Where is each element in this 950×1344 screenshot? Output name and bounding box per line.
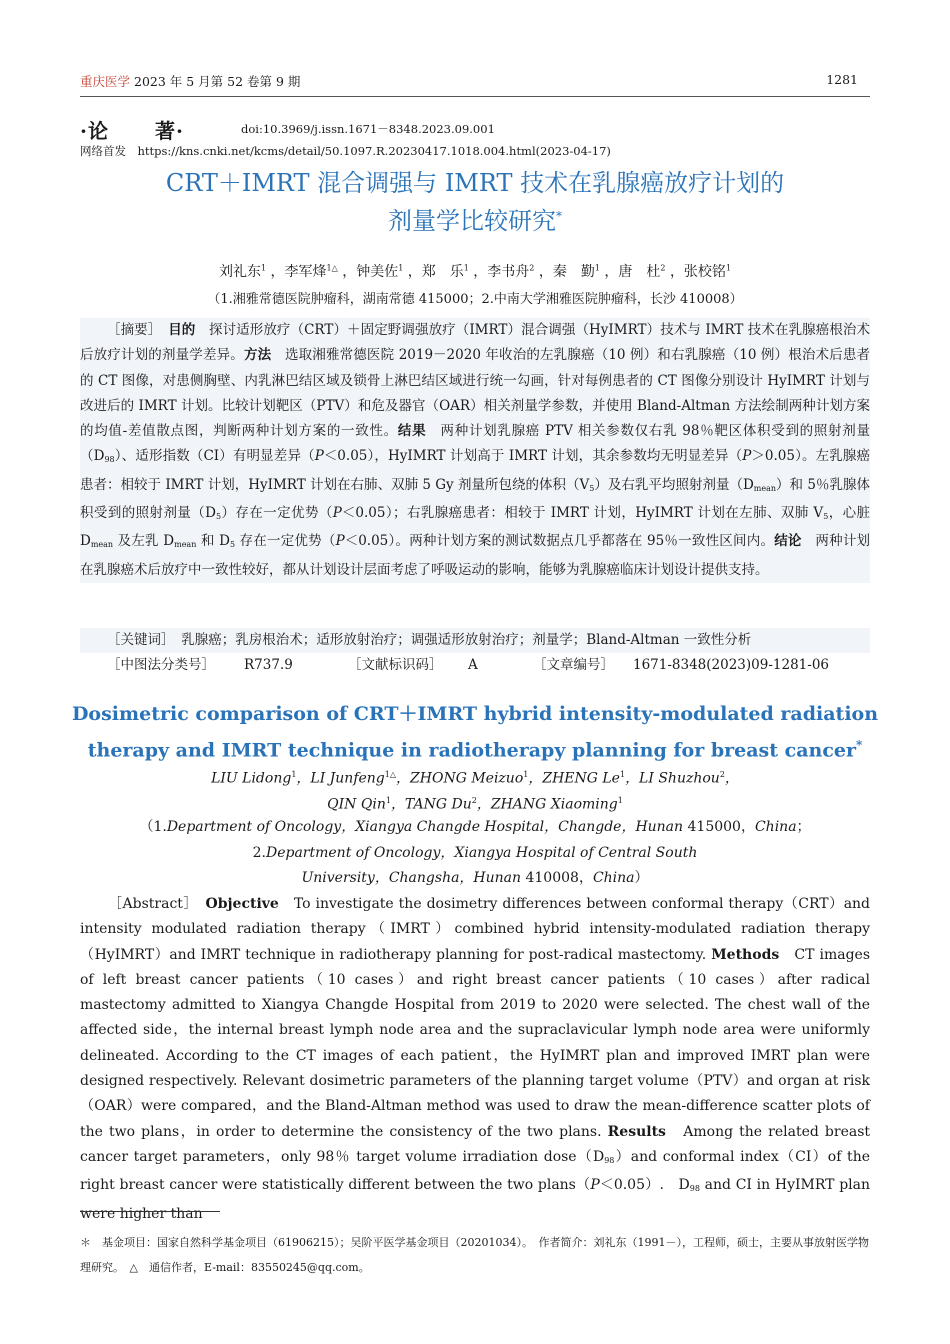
column-tag-left: ·论: [80, 119, 109, 143]
en-abstract: ［Abstract］ Objective To investigate the dosimetry differences between conformal therapy（CRT）and intensity modulated radiation therapy（IMRT）combined hybrid intensity-modulated radiation therapy（HyIMRT）and IMRT technique in radiotherapy planning for post-radical mastectomy. Methods CT images of left breast cancer patients（10 cases）and right breast cancer patients（10 cases）after radical mastectomy admitted to Xiangya Changde Hospital from 2019 to 2020 were selected. The chest wall of the affected side，the internal breast lymph node area and the supraclavicular lymph node area were uniformly delineated. According to the CT images of each patient，the HyIMRT plan and improved IMRT plan were designed respectively. Relevant dosimetric parameters of the planning target volume（PTV）and organ at risk（OAR）were compared，and the Bland-Altman method was used to draw the mean-difference scatter plots of the two plans，in order to determine the consistency of the two plans. Results Among the related breast cancer target parameters，only 98％ target volume irradiation $dose(D_{98})and$ conformal index（CI）of the right breast cancer were statistically different between the two plans（P＜0.05）. $D_{98}$ and CI in HyIMRT plan were higher than: [80, 896, 871, 1222]
cn-abstract: ［摘要］ 目的 探讨适形放疗（CRT）＋固定野调强放疗（IMRT）混合调强（HyIMRT）技术与 IMRT 技术在乳腺癌根治术后放疗计划的剂量学差异。方法 选取湘雅常德医院 2019－2020 年收治的左乳腺癌（10 例）和右乳腺癌（10 例）根治术后患者的 CT 图像，对患侧胸壁、内乳淋巴结区域及锁骨上淋巴结区域进行统一勾画，针对每例患者的 CT 图像分别设计 HyIMRT 计划与改进后的 IMRT 计划。比较计划靶区（PTV）和危及器官（OAR）相关剂量学参数，并使用 Bland-Altman 方法绘制两种计划方案的均值-差值散点图，判断两种计划方案的一致性。结果 两种计划乳腺癌 PTV 相关参数仅右乳 98％靶区体积受到的照射剂量$(D_{98})$、适形指数（CI）有明显差异（P＜0.05），HyIMRT 计划高于 IMRT 计划，其余参数均无明显差异（P＞0.05）。左乳腺癌患者：相较于 IMRT 计划，HyIMRT 计划在右肺、双肺 5 Gy 剂量所包绕的体积$(V_5)$及右乳平均照射剂量$(D_{mean})$和 5％乳腺体积受到的照射剂量$(D_5)$存在一定优势（P＜0.05）；右乳腺癌患者：相较于 IMRT 计划，HyIMRT 计划在左肺、双肺 $V_5$，心脏 $D_{mean}$ 及左乳 $D_{mean}$ 和 $D_5$ 存在一定优势（P＜0.05）。两种计划方案的测试数据点几乎都落在 95％一致性区间内。结论 两种计划在乳腺癌术后放疗中一致性较好，都从计划设计层面考虑了呼吸运动的影响，能够为乳腺癌临床计划设计提供支持。: [80, 318, 870, 583]
en-title-star: *: [855, 738, 863, 752]
author: ，钟美佐: [342, 264, 399, 280]
cn-keywords: [80, 628, 870, 653]
column-tag: [80, 115, 184, 144]
footnote-divider: [80, 1211, 220, 1212]
en-authors-line1: LIU Lidong$^1$，LI Junfeng$^{1\triangle}$，ZHONG Meizuo$^1$，ZHENG Le$^1$，LI Shuzhou$^2$，: [211, 770, 739, 787]
doc-code-value: A: [468, 657, 478, 673]
doi-line[interactable]: doi:10.3969/j.issn.1671－8348.2023.09.001: [241, 122, 495, 136]
keywords-value: 乳腺癌；乳房根治术；适形放射治疗；调强适形放射治疗；剂量学；Bland-Altman 一致性分析: [181, 632, 752, 648]
journal-name: 重庆医学: [80, 74, 131, 89]
column-tag-right: 著·: [154, 119, 184, 143]
cn-title-star: *: [556, 209, 562, 223]
en-authors-line2: QIN Qin$^1$，TANG Du$^2$，ZHANG Xiaoming$^1$: [327, 796, 623, 813]
article-no-label: ［文章编号］: [533, 657, 614, 673]
clc-value: R737.9: [244, 657, 293, 673]
page-number: 1281: [826, 72, 858, 87]
author: ，李军烽: [270, 264, 327, 280]
author: ，唐 杜: [604, 264, 661, 280]
article-no-value: 1671-8348(2023)09-1281-06: [633, 657, 830, 673]
en-affiliation-line2: 2.Department of Oncology，Xiangya Hospital of Central South: [252, 845, 698, 861]
clc-label: ［中图法分类号］: [107, 657, 215, 673]
header-divider: [80, 96, 870, 97]
cn-title-line2: [0, 200, 950, 238]
cn-affiliation: （1.湘雅常德医院肿瘤科，湖南常德 415000；2.中南大学湘雅医院肿瘤科，长沙 410008）: [207, 292, 743, 307]
keywords-label: ［关键词］: [107, 632, 168, 648]
author: ，郑 乐: [407, 264, 464, 280]
en-abstract-label: ［Abstract］: [108, 896, 191, 912]
en-affiliation-line3: University，Changsha，Hunan 410008，China）: [301, 870, 649, 886]
en-title-line1: Dosimetric comparison of CRT＋IMRT hybrid intensity-modulated radiation: [71, 703, 879, 725]
corresponding-email[interactable]: 通信作者，E-mail：83550245@qq.com。: [148, 1261, 370, 1274]
cn-authors: 刘礼东$^1$ ，李军烽$^{1\triangle}$ ，钟美佐$^1$ ，郑 乐$^1$ ，李书舟$^2$ ，秦 勤$^1$ ，唐 杜$^2$ ，张校铭$^1$: [218, 263, 732, 280]
en-title-text: therapy and IMRT technique in radiotherapy planning for breast cancer: [87, 739, 856, 762]
author: ，张校铭: [669, 264, 726, 280]
en-title-line2: [0, 730, 950, 766]
doc-code-label: ［文献标识码］: [348, 657, 443, 673]
footnote: ＊ 基金项目：国家自然科学基金项目（61906215）；吴阶平医学基金项目（20201034）。 作者简介：刘礼东（1991－），工程师，硕士，主要从事放射医学物理研究。 △ 通信作者，E-mail：83550245@qq.com。: [80, 1236, 869, 1274]
cn-title-line1: CRT＋IMRT 混合调强与 IMRT 技术在乳腺癌放疗计划的: [165, 169, 785, 197]
journal-issue: 2023 年 5 月第 52 卷第 9 期: [134, 74, 301, 89]
author: ，李书舟: [473, 264, 530, 280]
abstract-label: ［摘要］: [107, 322, 155, 338]
author: ，秦 勤: [538, 264, 595, 280]
running-header: [80, 72, 300, 90]
cn-title-text: 剂量学比较研究: [388, 207, 556, 235]
online-first-line[interactable]: 网络首发 https://kns.cnki.net/kcms/detail/50.1097.R.20230417.1018.004.html(2023-04-17): [80, 144, 611, 158]
en-affiliation-line1: （1.Department of Oncology，Xiangya Changde Hospital，Changde，Hunan 415000，China；: [139, 819, 811, 835]
author: 刘礼东: [218, 264, 261, 280]
